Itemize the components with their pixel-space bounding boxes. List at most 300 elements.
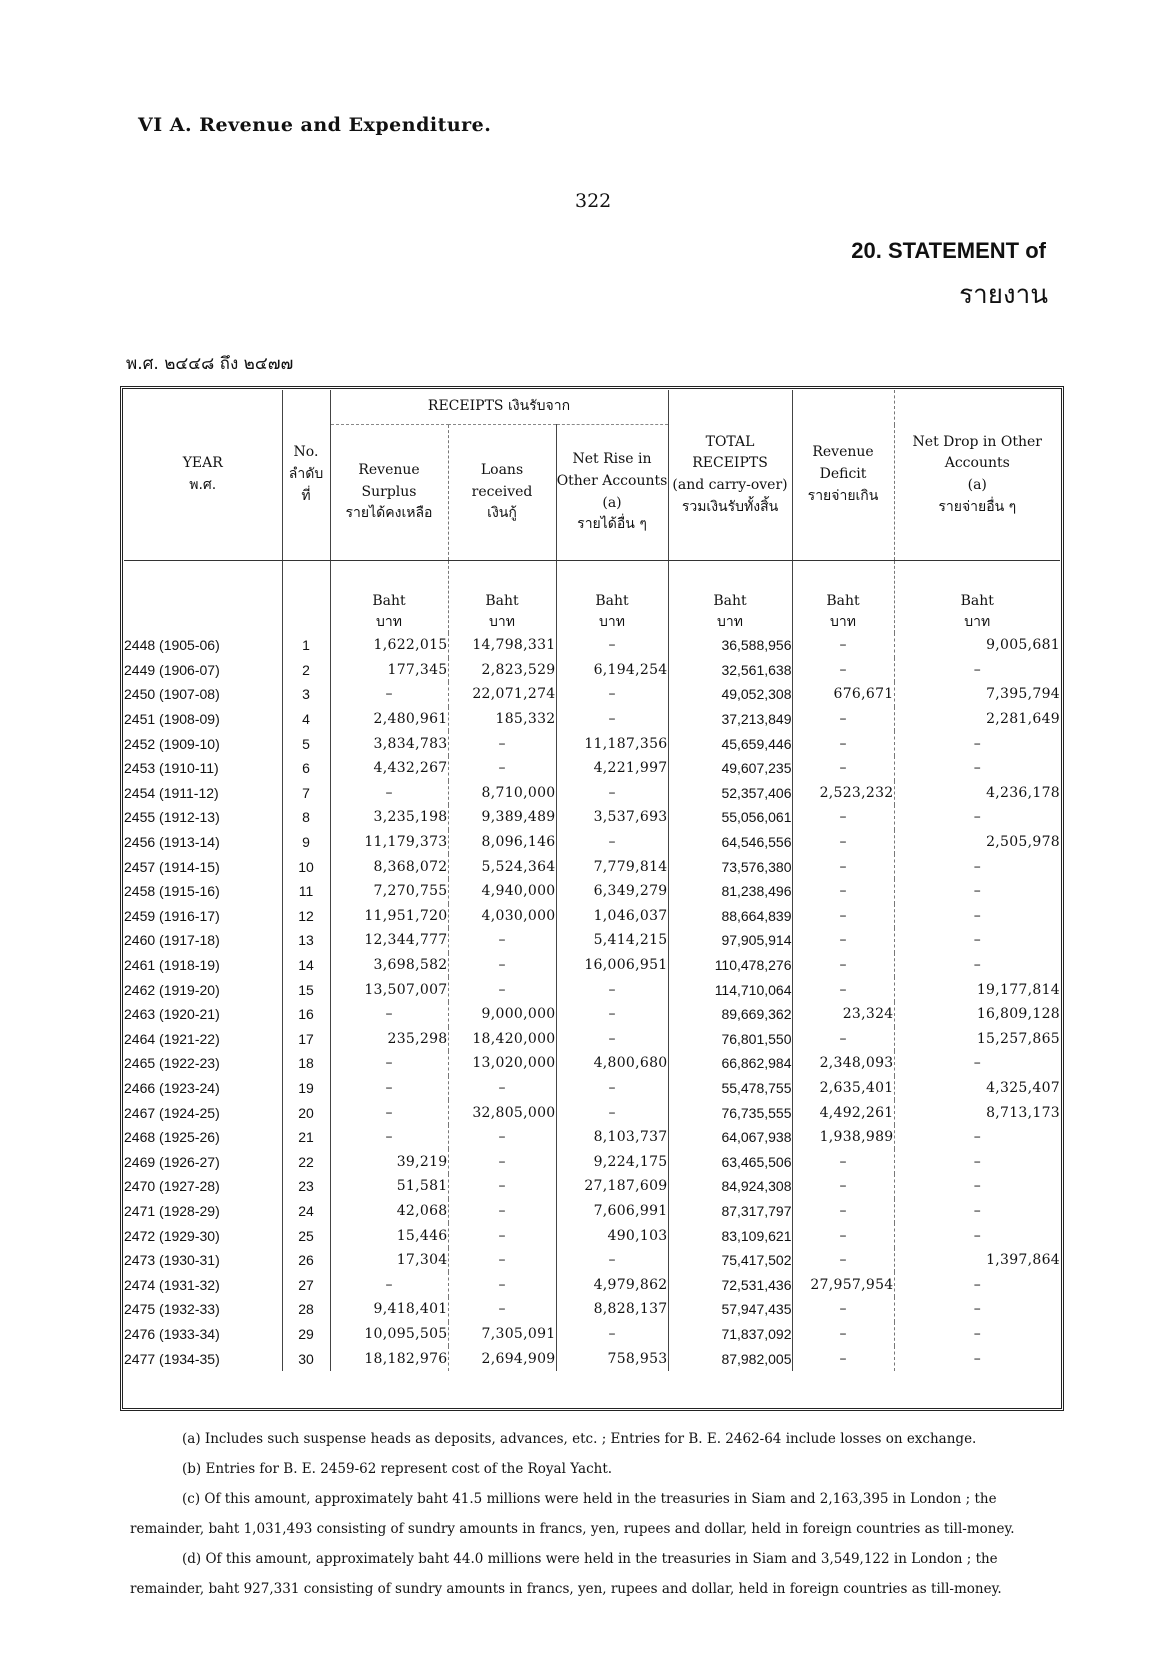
year-cell: 2476 (1933-34) [124,1325,220,1342]
net-drop-cell: 8,713,173 [894,1100,1060,1125]
no-cell: 12 [282,904,330,929]
units-row-group [124,561,1060,634]
table-row [124,707,1060,732]
no-cell: 6 [282,756,330,781]
table-row [124,633,1060,658]
no-cell: 21 [282,1125,330,1150]
year-cell: 2453 (1910-11) [124,760,219,777]
revenue-deficit-cell: – [792,1297,894,1322]
net-drop-cell: 19,177,814 [894,977,1060,1002]
net-drop-label: Net Drop in Other Accounts [912,433,1042,472]
loans-received-cell: – [448,1248,556,1273]
net-drop-cell: 2,505,978 [894,830,1060,855]
revenue-deficit-cell: – [792,879,894,904]
net-drop-cell: 1,397,864 [894,1248,1060,1273]
year-cell: 2470 (1927-28) [124,1178,220,1195]
table-row [124,1125,1060,1150]
no-cell: 2 [282,658,330,683]
no-cell: 10 [282,854,330,879]
table-row [124,1346,1060,1371]
net-rise-cell: 9,224,175 [556,1149,668,1174]
net-rise-cell: – [556,1076,668,1101]
unit-en: Baht [372,593,406,609]
net-drop-cell: – [894,904,1060,929]
no-cell: 20 [282,1100,330,1125]
revenue-deficit-cell: – [792,707,894,732]
year-cell: 2462 (1919-20) [124,981,220,998]
table-header [124,390,1060,561]
revenue-deficit-cell: – [792,830,894,855]
no-cell: 27 [282,1272,330,1297]
unit-en: Baht [826,593,860,609]
net-rise-cell: 6,349,279 [556,879,668,904]
loans-received-header [448,425,556,561]
loans-received-thai: เงินกู้ [487,505,517,522]
units-year-cell [124,561,282,634]
unit-thai: บาท [489,614,515,630]
unit-thai: บาท [376,614,402,630]
revenue-surplus-cell: – [330,1125,448,1150]
revenue-deficit-cell: – [792,1174,894,1199]
year-cell: 2450 (1907-08) [124,686,220,703]
revenue-deficit-header [792,390,894,561]
net-drop-cell: – [894,658,1060,683]
no-cell: 15 [282,977,330,1002]
table-row [124,904,1060,929]
net-rise-cell: – [556,977,668,1002]
total-receipts-header [668,390,792,561]
no-cell: 30 [282,1346,330,1371]
revenue-surplus-cell: 177,345 [330,658,448,683]
revenue-deficit-cell: 1,938,989 [792,1125,894,1150]
table-row [124,1100,1060,1125]
revenue-deficit-cell: 27,957,954 [792,1272,894,1297]
net-rise-label: Net Rise in Other Accounts [556,451,668,489]
revenue-surplus-cell: 1,622,015 [330,633,448,658]
year-cell: 2461 (1918-19) [124,957,220,974]
net-drop-cell: 15,257,865 [894,1027,1060,1052]
loans-received-cell: – [448,928,556,953]
no-cell: 25 [282,1223,330,1248]
table-row [124,1002,1060,1027]
revenue-surplus-cell: 11,179,373 [330,830,448,855]
net-rise-cell: 7,606,991 [556,1199,668,1224]
unit-en: Baht [960,593,994,609]
unit-en: Baht [485,593,519,609]
total-receipts-cell: 88,664,839 [668,904,792,929]
net-rise-cell: – [556,781,668,806]
revenue-surplus-cell: – [330,781,448,806]
total-receipts-cell: 37,213,849 [668,707,792,732]
year-cell: 2465 (1922-23) [124,1055,220,1072]
revenue-surplus-cell: 51,581 [330,1174,448,1199]
revenue-surplus-cell: 10,095,505 [330,1322,448,1347]
year-cell: 2477 (1934-35) [124,1350,220,1367]
loans-received-cell: – [448,1125,556,1150]
revenue-deficit-cell: – [792,1248,894,1273]
receipts-group-header [330,390,668,425]
revenue-surplus-cell: 3,834,783 [330,731,448,756]
net-rise-cell: 490,103 [556,1223,668,1248]
revenue-deficit-cell: – [792,953,894,978]
revenue-surplus-cell: 42,068 [330,1199,448,1224]
footnote-a: (a) Includes such suspense heads as deposits, advances, etc. ; Entries for B. E. 2462-64 include losses on exchange. [182,1431,977,1447]
net-drop-cell: 4,325,407 [894,1076,1060,1101]
no-cell: 1 [282,633,330,658]
units-deficit [792,561,894,634]
revenue-surplus-cell: – [330,1051,448,1076]
loans-received-cell: 32,805,000 [448,1100,556,1125]
year-header [124,390,282,561]
net-rise-cell: 11,187,356 [556,731,668,756]
revenue-deficit-cell: – [792,1149,894,1174]
revenue-deficit-cell: – [792,1346,894,1371]
loans-received-cell: 14,798,331 [448,633,556,658]
year-cell: 2456 (1913-14) [124,834,220,851]
total-receipts-cell: 55,478,755 [668,1076,792,1101]
revenue-surplus-cell: 9,418,401 [330,1297,448,1322]
year-header-thai: พ.ศ. [189,477,217,493]
total-receipts-cell: 52,357,406 [668,781,792,806]
net-drop-cell: – [894,805,1060,830]
year-cell: 2459 (1916-17) [124,907,220,924]
total-receipts-thai: รวมเงินรับทั้งสิ้น [681,498,779,515]
year-cell: 2471 (1928-29) [124,1202,220,1219]
net-rise-cell: 7,779,814 [556,854,668,879]
net-drop-cell: 7,395,794 [894,682,1060,707]
net-drop-cell: – [894,1322,1060,1347]
revenue-deficit-cell: – [792,658,894,683]
revenue-surplus-label: Revenue Surplus [358,461,420,500]
net-drop-cell: – [894,1125,1060,1150]
total-receipts-sub: (and carry-over) [672,477,788,493]
revenue-deficit-cell: – [792,1199,894,1224]
net-rise-cell: – [556,1100,668,1125]
revenue-deficit-cell: – [792,977,894,1002]
no-cell: 19 [282,1076,330,1101]
unit-thai: บาท [964,614,991,630]
table-row [124,928,1060,953]
total-receipts-cell: 72,531,436 [668,1272,792,1297]
net-rise-cell: 16,006,951 [556,953,668,978]
table-row [124,854,1060,879]
loans-received-cell: 9,000,000 [448,1002,556,1027]
year-cell: 2466 (1923-24) [124,1079,220,1096]
net-rise-cell: – [556,682,668,707]
receipts-group-label: RECEIPTS [427,398,504,415]
year-cell: 2452 (1909-10) [124,735,220,752]
total-receipts-cell: 45,659,446 [668,731,792,756]
unit-thai: บาท [599,614,625,630]
net-rise-cell: 3,537,693 [556,805,668,830]
no-cell: 3 [282,682,330,707]
net-rise-cell: 4,979,862 [556,1272,668,1297]
net-drop-thai: รายจ่ายอื่น ๆ [938,498,1017,515]
net-drop-cell: – [894,953,1060,978]
net-drop-cell: – [894,1223,1060,1248]
total-receipts-label: TOTAL RECEIPTS [692,433,768,472]
table-row [124,1149,1060,1174]
table-row [124,953,1060,978]
loans-received-cell: 2,823,529 [448,658,556,683]
total-receipts-cell: 64,546,556 [668,830,792,855]
net-drop-cell: 2,281,649 [894,707,1060,732]
year-cell: 2468 (1925-26) [124,1129,220,1146]
total-receipts-cell: 55,056,061 [668,805,792,830]
total-receipts-cell: 73,576,380 [668,854,792,879]
total-receipts-cell: 87,317,797 [668,1199,792,1224]
table-row [124,830,1060,855]
revenue-surplus-cell: 235,298 [330,1027,448,1052]
footnotes [130,1424,1050,1604]
loans-received-cell: – [448,1199,556,1224]
loans-received-cell: 18,420,000 [448,1027,556,1052]
revenue-surplus-cell: 8,368,072 [330,854,448,879]
total-receipts-cell: 32,561,638 [668,658,792,683]
revenue-deficit-thai: รายจ่ายเกิน [807,487,879,504]
net-rise-cell: 4,221,997 [556,756,668,781]
revenue-surplus-cell: – [330,1002,448,1027]
no-cell: 7 [282,781,330,806]
period-label: พ.ศ. ๒๔๔๘ ถึง ๒๔๗๗ [126,354,294,374]
loans-received-cell: – [448,756,556,781]
total-receipts-cell: 84,924,308 [668,1174,792,1199]
loans-received-cell: 8,710,000 [448,781,556,806]
revenue-surplus-cell: – [330,1076,448,1101]
revenue-deficit-cell: – [792,805,894,830]
net-rise-cell: – [556,1322,668,1347]
revenue-deficit-cell: – [792,756,894,781]
total-receipts-cell: 87,982,005 [668,1346,792,1371]
year-cell: 2475 (1932-33) [124,1301,220,1318]
revenue-surplus-cell: 17,304 [330,1248,448,1273]
no-cell: 26 [282,1248,330,1273]
revenue-deficit-cell: 23,324 [792,1002,894,1027]
page-number: 322 [575,190,612,212]
net-drop-cell: – [894,731,1060,756]
net-drop-cell: 9,005,681 [894,633,1060,658]
total-receipts-cell: 66,862,984 [668,1051,792,1076]
table-row [124,1199,1060,1224]
net-drop-cell: – [894,1199,1060,1224]
loans-received-cell: 9,389,489 [448,805,556,830]
total-receipts-cell: 97,905,914 [668,928,792,953]
net-drop-cell: – [894,854,1060,879]
net-drop-cell: – [894,879,1060,904]
loans-received-cell: 185,332 [448,707,556,732]
year-cell: 2473 (1930-31) [124,1252,220,1269]
net-drop-cell: – [894,928,1060,953]
year-cell: 2467 (1924-25) [124,1104,220,1121]
net-rise-cell: – [556,633,668,658]
no-cell: 16 [282,1002,330,1027]
table-row [124,1297,1060,1322]
year-cell: 2457 (1914-15) [124,858,220,875]
table-row [124,805,1060,830]
net-rise-cell: 6,194,254 [556,658,668,683]
net-rise-cell: 1,046,037 [556,904,668,929]
revenue-deficit-cell: 4,492,261 [792,1100,894,1125]
units-rise [556,561,668,634]
table-row [124,1322,1060,1347]
table-row [124,682,1060,707]
net-rise-cell: 8,828,137 [556,1297,668,1322]
net-drop-cell: 4,236,178 [894,781,1060,806]
net-rise-cell: – [556,1027,668,1052]
statement-title-thai: รายงาน [959,280,1048,310]
revenue-surplus-cell: 4,432,267 [330,756,448,781]
year-cell: 2458 (1915-16) [124,883,220,900]
unit-en: Baht [595,593,629,609]
net-drop-cell: – [894,1174,1060,1199]
year-cell: 2448 (1905-06) [124,637,220,654]
section-title: VI A. Revenue and Expenditure. [138,114,492,136]
year-cell: 2464 (1921-22) [124,1030,220,1047]
total-receipts-cell: 76,735,555 [668,1100,792,1125]
receipts-group-thai: เงินรับจาก [507,398,571,415]
net-rise-cell: 758,953 [556,1346,668,1371]
footnote-c: (c) Of this amount, approximately baht 41.5 millions were held in the treasuries in Siam and 2,163,395 in London ; the remainder, baht 1,031,493 consisting of sundry amounts in francs, yen, rupees and dollar, held in foreign countries as till-money. [130,1491,1015,1537]
no-header-label: No. [293,444,319,461]
unit-thai: บาท [830,614,856,630]
year-cell: 2451 (1908-09) [124,711,220,728]
net-rise-cell: 8,103,737 [556,1125,668,1150]
revenue-deficit-cell: 2,635,401 [792,1076,894,1101]
table-row [124,756,1060,781]
revenue-deficit-cell: 676,671 [792,682,894,707]
loans-received-cell: 8,096,146 [448,830,556,855]
loans-received-cell: 4,030,000 [448,904,556,929]
year-cell: 2455 (1912-13) [124,809,220,826]
net-drop-cell: – [894,1346,1060,1371]
no-cell: 4 [282,707,330,732]
loans-received-cell: – [448,953,556,978]
revenue-surplus-cell: 12,344,777 [330,928,448,953]
year-cell: 2454 (1911-12) [124,784,219,801]
table-row [124,1051,1060,1076]
year-cell: 2469 (1926-27) [124,1153,220,1170]
net-rise-cell: – [556,1248,668,1273]
no-cell: 14 [282,953,330,978]
table-row [124,879,1060,904]
table-row [124,781,1060,806]
loans-received-cell: – [448,1272,556,1297]
loans-received-cell: – [448,1149,556,1174]
revenue-surplus-cell: 18,182,976 [330,1346,448,1371]
loans-received-cell: – [448,1223,556,1248]
total-receipts-cell: 76,801,550 [668,1027,792,1052]
loans-received-cell: 13,020,000 [448,1051,556,1076]
table-row [124,1248,1060,1273]
revenue-surplus-cell: – [330,1100,448,1125]
unit-en: Baht [713,593,747,609]
net-drop-cell: – [894,756,1060,781]
year-header-label: YEAR [182,455,223,472]
no-header-thai: ลำดับที่ [288,466,324,504]
loans-received-label: Loans received [471,461,533,500]
revenue-deficit-cell: – [792,854,894,879]
no-cell: 17 [282,1027,330,1052]
net-drop-cell: – [894,1051,1060,1076]
no-cell: 9 [282,830,330,855]
total-receipts-cell: 49,607,235 [668,756,792,781]
net-rise-cell: 27,187,609 [556,1174,668,1199]
revenue-surplus-cell: 11,951,720 [330,904,448,929]
table-row [124,1272,1060,1297]
total-receipts-cell: 64,067,938 [668,1125,792,1150]
year-cell: 2474 (1931-32) [124,1276,220,1293]
units-no-cell [282,561,330,634]
revenue-surplus-cell: 2,480,961 [330,707,448,732]
no-cell: 18 [282,1051,330,1076]
total-receipts-cell: 71,837,092 [668,1322,792,1347]
net-drop-cell: – [894,1149,1060,1174]
year-cell: 2463 (1920-21) [124,1006,220,1023]
loans-received-cell: – [448,977,556,1002]
table-row [124,1174,1060,1199]
table-row [124,977,1060,1002]
net-rise-header [556,425,668,561]
total-receipts-cell: 75,417,502 [668,1248,792,1273]
no-cell: 8 [282,805,330,830]
table-row [124,1223,1060,1248]
loans-received-cell: 5,524,364 [448,854,556,879]
year-cell: 2472 (1929-30) [124,1227,220,1244]
no-cell: 23 [282,1174,330,1199]
units-row [124,561,1060,634]
net-rise-cell: – [556,830,668,855]
unit-thai: บาท [717,614,743,630]
total-receipts-cell: 81,238,496 [668,879,792,904]
no-cell: 29 [282,1322,330,1347]
revenue-deficit-label: Revenue Deficit [812,444,874,483]
net-drop-cell: – [894,1297,1060,1322]
no-cell: 13 [282,928,330,953]
no-cell: 24 [282,1199,330,1224]
total-receipts-cell: 89,669,362 [668,1002,792,1027]
table-row [124,1027,1060,1052]
net-rise-cell: 5,414,215 [556,928,668,953]
year-cell: 2460 (1917-18) [124,932,220,949]
loans-received-cell: – [448,731,556,756]
revenue-surplus-cell: 15,446 [330,1223,448,1248]
revenue-surplus-cell: – [330,1272,448,1297]
units-drop [894,561,1060,634]
table-row [124,731,1060,756]
net-drop-cell: 16,809,128 [894,1002,1060,1027]
net-rise-thai: รายได้อื่น ๆ [577,516,647,533]
total-receipts-cell: 57,947,435 [668,1297,792,1322]
revenue-surplus-cell: 7,270,755 [330,879,448,904]
loans-received-cell: – [448,1297,556,1322]
footnote-b: (b) Entries for B. E. 2459-62 represent cost of the Royal Yacht. [182,1461,613,1477]
units-loans [448,561,556,634]
revenue-deficit-cell: 2,348,093 [792,1051,894,1076]
total-receipts-cell: 49,052,308 [668,682,792,707]
net-drop-cell: – [894,1272,1060,1297]
net-rise-note: (a) [602,494,622,511]
table-body [124,633,1060,1371]
loans-received-cell: – [448,1076,556,1101]
revenue-deficit-cell: – [792,928,894,953]
revenue-surplus-header [330,425,448,561]
revenue-surplus-cell: 13,507,007 [330,977,448,1002]
total-receipts-cell: 63,465,506 [668,1149,792,1174]
no-cell: 11 [282,879,330,904]
revenue-deficit-cell: 2,523,232 [792,781,894,806]
revenue-deficit-cell: – [792,633,894,658]
total-receipts-cell: 110,478,276 [668,953,792,978]
